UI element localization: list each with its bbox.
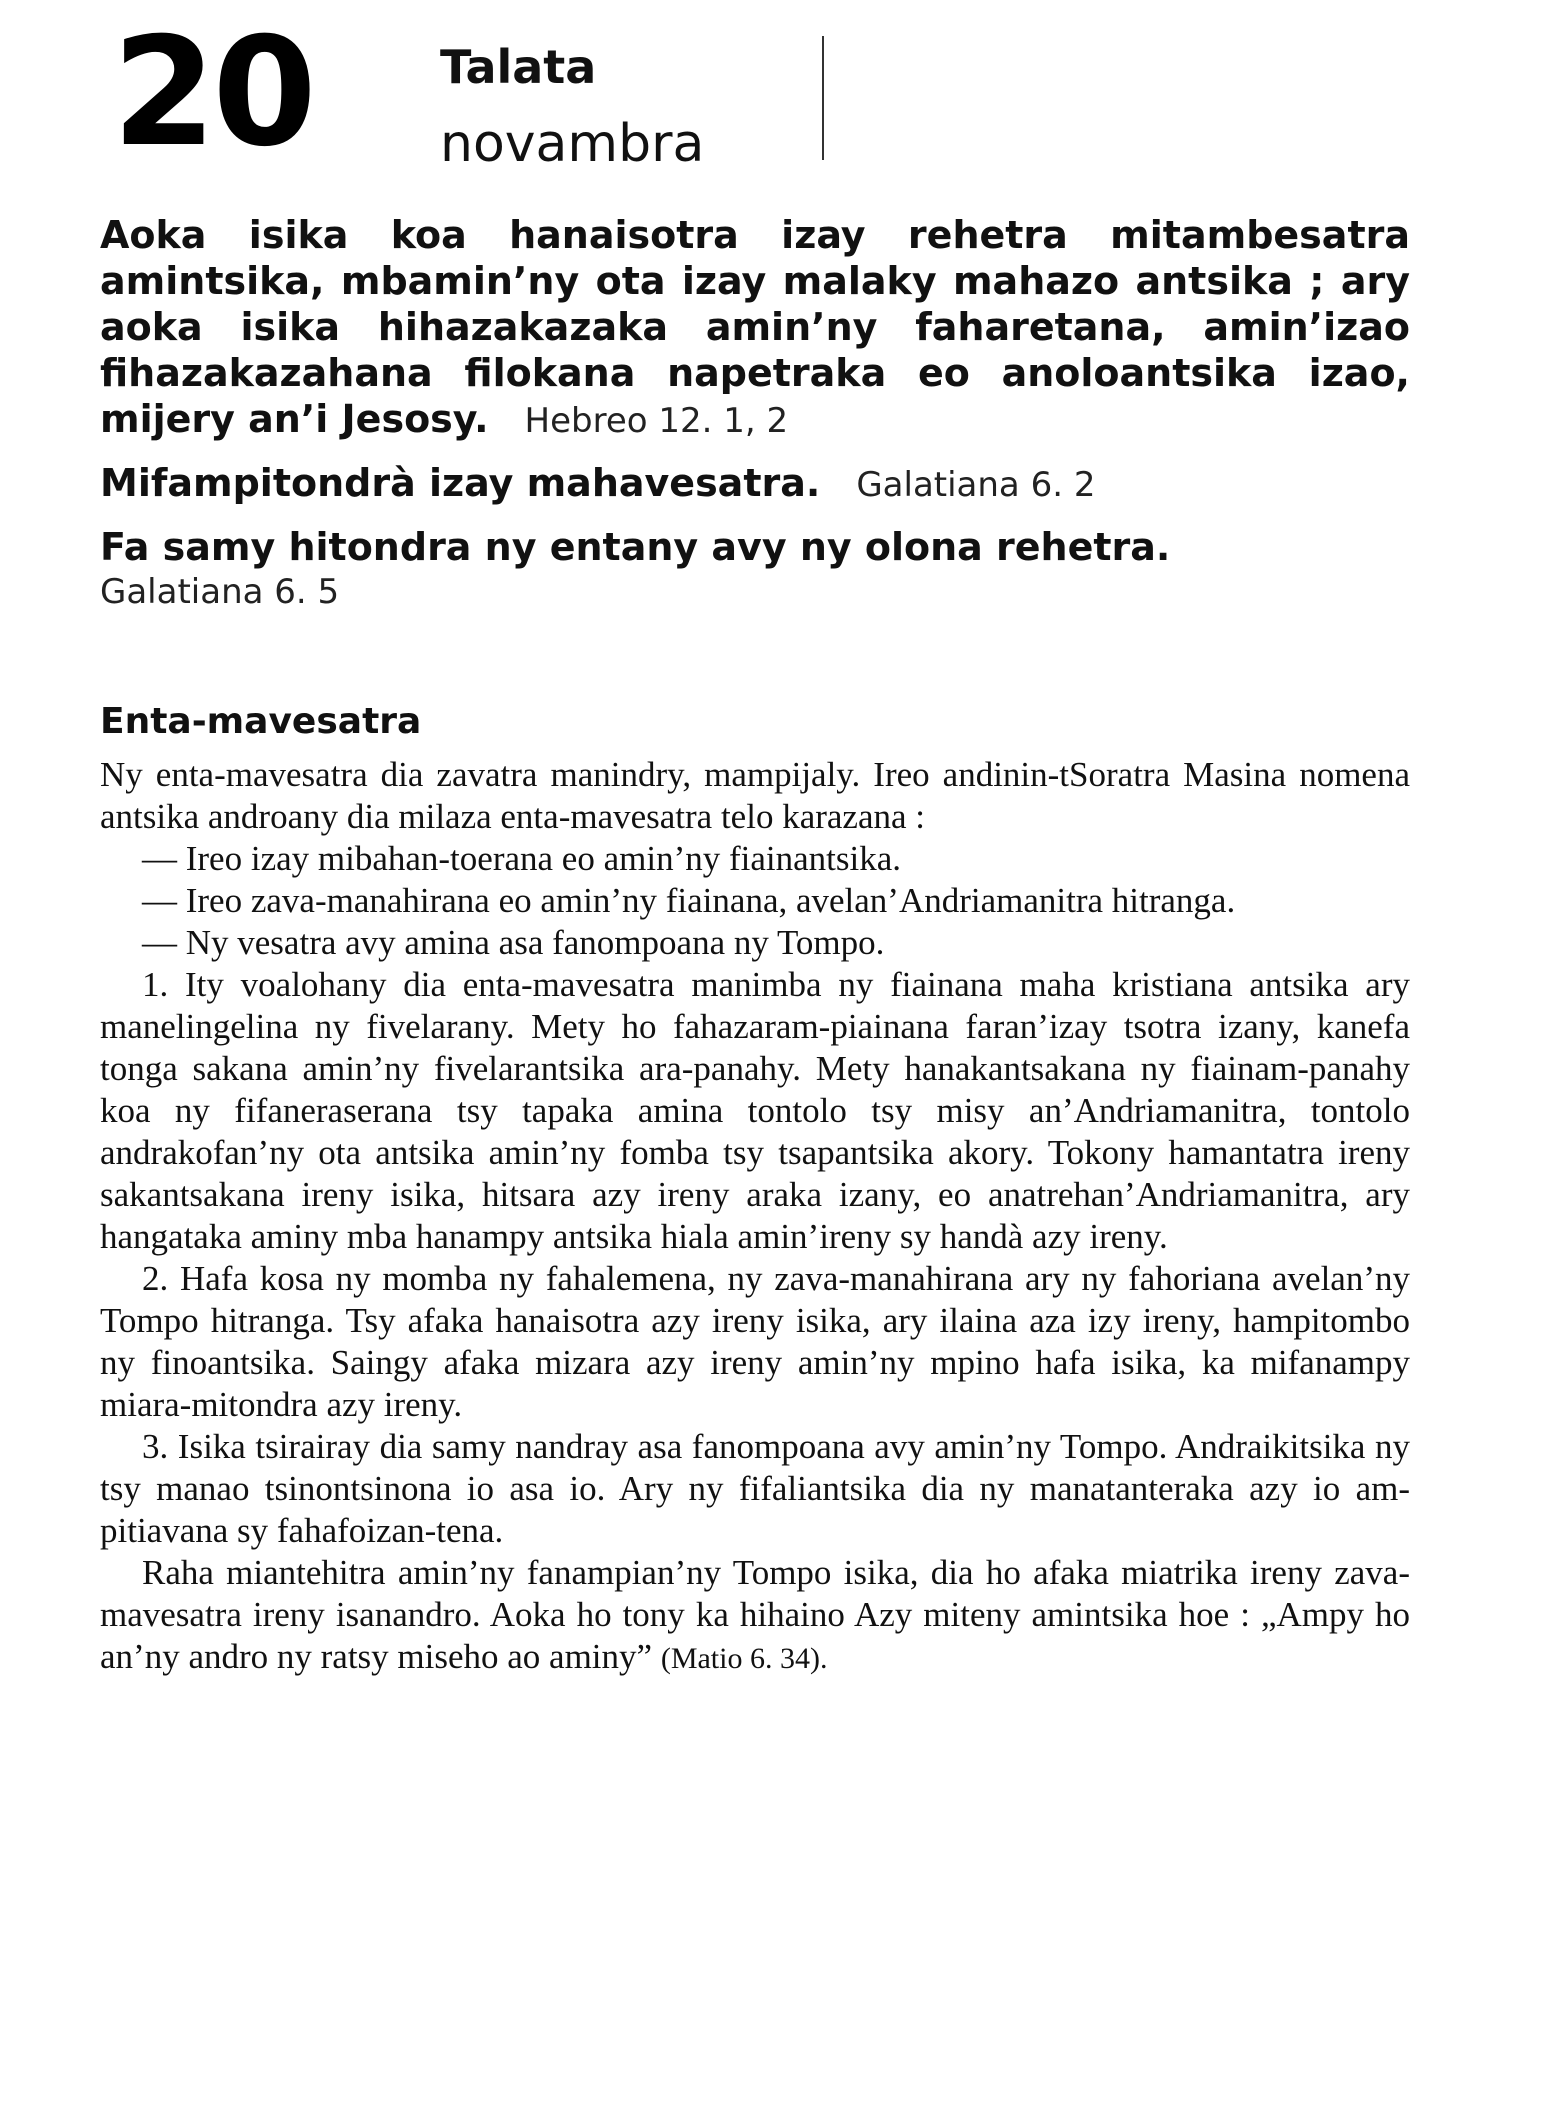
- verses-section: [100, 212, 1410, 614]
- verse-reference: Galatiana 6. 5: [100, 572, 340, 612]
- verse-text: Mifampitondrà izay mahavesatra.: [100, 461, 821, 505]
- verse-3: [100, 524, 1410, 614]
- point-paragraph-2: 2. Hafa kosa ny momba ny fahalemena, ny zava-manahirana ary ny fahoriana avelan’ny Tompo hitranga. Tsy afaka hanaisotra azy ireny isika, ary ilaina aza izy ireny, hampitombo ny finoantsika. Saingy afaka mizara azy ireny amin’ny mpino hafa isika, ka mifanampy miara-mitondra azy ireny.: [100, 1259, 1410, 1424]
- header-divider: [822, 36, 824, 160]
- month-name: novambra: [440, 114, 705, 174]
- body-text: [100, 754, 1410, 1680]
- section-heading: Enta-mavesatra: [100, 701, 422, 742]
- day-name: Talata: [440, 40, 597, 94]
- list-item: — Ireo izay mibahan-toerana eo amin’ny fiainantsika.: [142, 839, 901, 878]
- verse-reference: Hebreo 12. 1, 2: [524, 401, 789, 441]
- list-item: — Ireo zava-manahirana eo amin’ny fiainana, avelan’Andriamanitra hitranga.: [142, 881, 1236, 920]
- closing-reference: (Matio 6. 34).: [660, 1642, 828, 1675]
- list-item: — Ny vesatra avy amina asa fanompoana ny Tompo.: [142, 923, 885, 962]
- verse-1: [100, 212, 1410, 444]
- intro-paragraph: Ny enta-mavesatra dia zavatra manindry, mampijaly. Ireo andinin-tSoratra Masina nomena antsika androany dia milaza enta-mavesatra telo karazana :: [100, 755, 1410, 836]
- verse-2: [100, 460, 1410, 508]
- verse-text: Aoka isika koa hanaisotra izay rehetra mitambesatra amintsika, mbamin’ny ota izay malaky mahazo antsika ; ary aoka isika hihazakazaka amin’ny faharetana, amin’izao fihazakazahana filokana napetraka eo anoloantsika izao, mijery an’i Jesosy.: [100, 213, 1410, 441]
- closing-text: Raha miantehitra amin’ny fanampian’ny Tompo isika, dia ho afaka miatrika ireny zava-mavesatra ireny isanandro. Aoka ho tony ka hihaino Azy miteny amintsika hoe : „Ampy ho an’ny andro ny ratsy miseho ao aminy”: [100, 1553, 1410, 1676]
- closing-paragraph: [100, 1552, 1410, 1680]
- point-paragraph-1: 1. Ity voalohany dia enta-mavesatra manimba ny fiainana maha kristiana antsika ary manelingelina ny fivelarany. Mety ho fahazaram-piainana faran’izay tsotra izany, kanefa tonga sakana amin’ny fivelarantsika ara-panahy. Mety hanakantsakana ny fiainam-panahy koa ny fifaneraserana tsy tapaka amina tontolo tsy misy an’Andriamanitra, tontolo andrakofan’ny ota antsika amin’ny fomba tsy tsapantsika akory. Tokony hamantatra ireny sakantsakana ireny isika, hitsara azy ireny araka izany, eo anatrehan’Andriamanitra, ary hangataka aminy mba hanampy antsika hiala amin’ireny sy handà azy ireny.: [100, 965, 1410, 1256]
- point-paragraph-3: 3. Isika tsirairay dia samy nandray asa fanompoana avy amin’ny Tompo. Andraikitsika ny tsy manao tsinontsinona io asa io. Ary ny fifaliantsika dia ny manatanteraka azy io am-pitiavana sy fahafoizan-tena.: [100, 1427, 1410, 1550]
- day-number: 20: [112, 6, 313, 180]
- verse-reference: Galatiana 6. 2: [856, 465, 1096, 505]
- verse-text: Fa samy hitondra ny entany avy ny olona rehetra.: [100, 525, 1171, 569]
